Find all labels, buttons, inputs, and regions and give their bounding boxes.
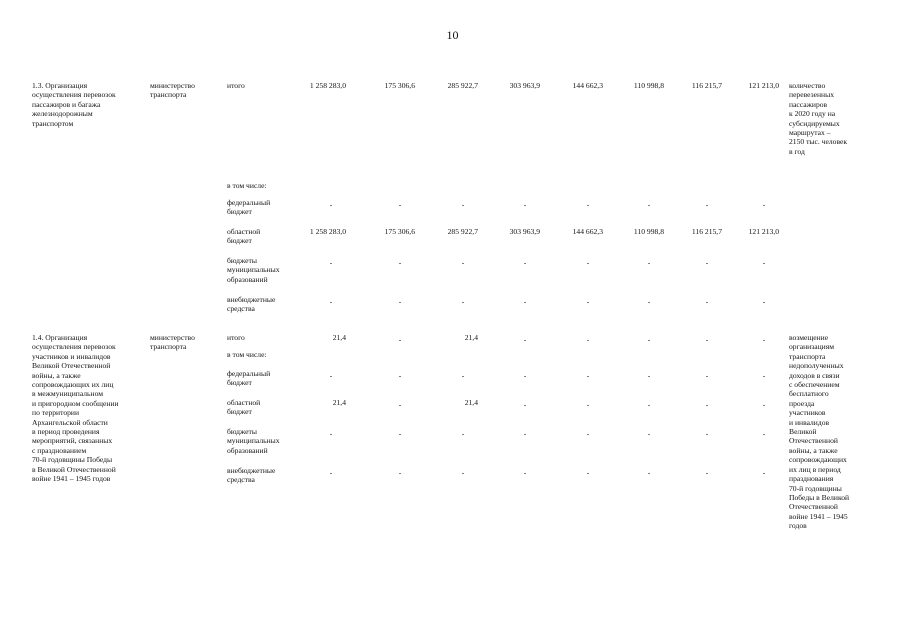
executor-cell: министерство транспорта [150,333,195,352]
value-cell: 285 922,7 [447,81,478,90]
value-cell: - [586,429,590,438]
value-cell: - [762,200,766,209]
source-label: федеральный бюджет [227,369,271,388]
value-cell: - [329,258,333,267]
value-cell: 21,4 [464,333,478,342]
value-cell: 116 215,7 [691,81,722,90]
value-cell: - [586,371,590,380]
value-cell: 1 258 283,0 [309,81,346,90]
value-cell: - [705,429,709,438]
value-cell: - [647,400,651,409]
source-label: областной бюджет [227,398,261,417]
source-label: федеральный бюджет [227,198,271,217]
value-cell: - [523,429,527,438]
value-cell: 303 963,9 [509,81,540,90]
executor-cell: министерство транспорта [150,81,195,100]
value-cell: - [523,371,527,380]
value-cell: 144 662,3 [572,227,603,236]
value-cell: 144 662,3 [572,81,603,90]
value-cell: - [586,400,590,409]
value-cell: - [398,468,402,477]
page-number: 10 [446,28,459,42]
value-cell: - [461,371,465,380]
value-cell: - [647,429,651,438]
value-cell: 21,4 [332,333,346,342]
value-cell: 110 998,8 [633,227,664,236]
value-cell: - [523,468,527,477]
value-cell: - [762,258,766,267]
value-cell: - [329,297,333,306]
value-cell: - [586,468,590,477]
value-cell: 110 998,8 [633,81,664,90]
value-cell: 175 306,6 [384,227,415,236]
value-cell: - [705,200,709,209]
value-cell: - [586,258,590,267]
value-cell: - [523,297,527,306]
value-cell: - [461,258,465,267]
value-cell: 175 306,6 [384,81,415,90]
value-cell: - [461,200,465,209]
value-cell: - [586,335,590,344]
value-cell: - [647,258,651,267]
value-cell: - [398,200,402,209]
value-cell: 285 922,7 [447,227,478,236]
measure-cell: 1.4. Организация осуществления перевозок участников и инвалидов Великой Отечественной войны, а также сопровождающих их лиц в межмуниципальном и пригородном сообщении по территории Архангельской области в период проведения мероприятий, связанных с празднованием 70-й годовщины Победы в Великой Отечественной войне 1941 – 1945 годов [32,333,119,484]
value-cell: - [705,400,709,409]
source-label: внебюджетные средства [227,466,276,485]
value-cell: - [647,200,651,209]
source-label: внебюджетные средства [227,295,276,314]
result-cell: количество перевезенных пассажиров к 2020 году на субсидируемых маршрутах – 2150 тыс. человек в год [789,81,848,156]
result-cell: возмещение организациям транспорта недополученных доходов в связи с обеспечением бесплатного проезда участников и инвалидов Великой Отечественной войны, а также сопровождающих их лиц в период празднования 70-й годовщины Победы в Великой Отечественной войне 1941 – 1945 годов [789,333,850,531]
source-label: итого [227,333,245,342]
value-cell: - [705,258,709,267]
value-cell: - [329,429,333,438]
value-cell: - [762,429,766,438]
value-cell: - [523,258,527,267]
source-label: в том числе: [227,181,267,190]
value-cell: - [762,400,766,409]
value-cell: - [762,371,766,380]
value-cell: - [398,297,402,306]
value-cell: - [647,335,651,344]
value-cell: - [647,371,651,380]
value-cell: - [523,400,527,409]
value-cell: - [762,335,766,344]
source-label: итого [227,81,245,90]
value-cell: - [586,297,590,306]
value-cell: 21,4 [332,398,346,407]
value-cell: 303 963,9 [509,227,540,236]
value-cell: - [705,335,709,344]
value-cell: - [398,400,402,409]
value-cell: - [586,200,590,209]
value-cell: - [705,468,709,477]
value-cell: - [523,335,527,344]
value-cell: - [461,297,465,306]
source-label: областной бюджет [227,227,261,246]
value-cell: - [398,429,402,438]
value-cell: - [461,429,465,438]
source-label: в том числе: [227,350,267,359]
value-cell: - [398,371,402,380]
value-cell: 116 215,7 [691,227,722,236]
value-cell: - [461,468,465,477]
value-cell: - [705,371,709,380]
value-cell: 121 213,0 [748,227,779,236]
value-cell: - [398,258,402,267]
value-cell: - [762,468,766,477]
value-cell: - [329,468,333,477]
source-label: бюджеты муниципальных образований [227,427,280,455]
value-cell: - [329,200,333,209]
value-cell: - [762,297,766,306]
value-cell: 21,4 [464,398,478,407]
value-cell: 121 213,0 [748,81,779,90]
value-cell: - [329,371,333,380]
source-label: бюджеты муниципальных образований [227,256,280,284]
value-cell: - [647,297,651,306]
value-cell: - [398,335,402,344]
value-cell: - [647,468,651,477]
measure-cell: 1.3. Организация осуществления перевозок пассажиров и багажа железнодорожным транспортом [32,81,116,128]
value-cell: - [523,200,527,209]
value-cell: 1 258 283,0 [309,227,346,236]
value-cell: - [705,297,709,306]
